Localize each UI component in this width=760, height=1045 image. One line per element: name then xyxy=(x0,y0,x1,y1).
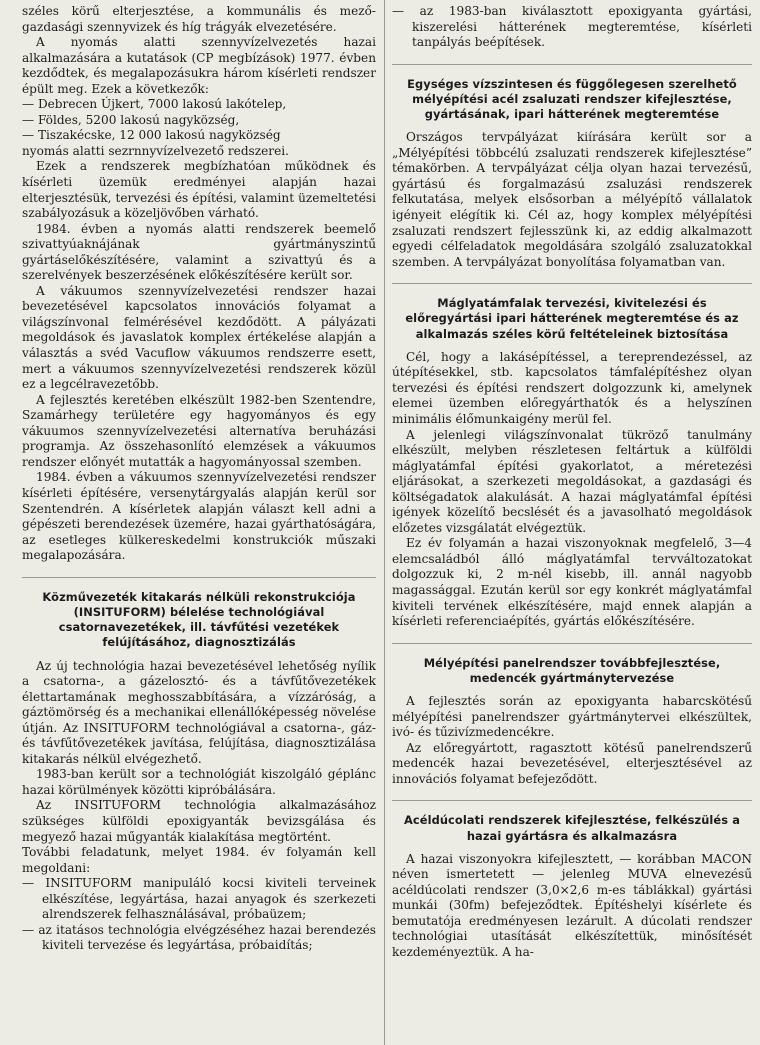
section-heading: Közművezeték kitakarás nélküli rekonstrukciója (INSITUFORM) bélelése technológiával csatornavezetékek, ill. távfűtési vezetékek felújításához, diagnosztizálás xyxy=(42,589,356,650)
paragraph: Ez év folyamán a hazai viszonyoknak megfelelő, 3—4 elemcsaládból álló máglyatámfal tervváltozatokat dolgozzuk ki, 2 m-nél kisebb, ill. annál nagyobb magassággal. Ezután kerül sor egy konkrét máglyatámfal kiviteli tervének elkészítésére, majd ennek alapján a kísérleti referenciaépítés, gyártás előkészítésére. xyxy=(392,536,752,629)
left-column xyxy=(22,4,376,1045)
paragraph: A fejlesztés keretében elkészült 1982-ben Szentendre, Szamárhegy területére egy hagyományos és egy vákuumos szennyvízelvezetési alternatíva beruházási programja. Az összehasonlító elemzések a vákuumos rendszer előnyét mutatták a hagyományossal szemben. xyxy=(22,392,376,469)
paragraph: 1984. évben a nyomás alatti rendszerek beemelő szivattyúaknájának gyártmányszintű gyártáselőkészítésére, valamint a szivattyú és a szerelvények beszerzésének előkészítésére került sor. xyxy=(22,221,376,283)
list-item: — Földes, 5200 lakosú nagyközség, xyxy=(22,112,240,127)
section-divider xyxy=(392,283,752,284)
paragraph: A fejlesztés során az epoxigyanta habarcskötésű mélyépítési panelrendszer gyártmánytervei elkészültek, ivó- és tűzivízmedencékre. xyxy=(392,694,752,740)
list-item: — az 1983-ban kiválasztott epoxigyanta gyártási, kiszerelési hátterének megteremtése, kísérleti tanpályás beépítések. xyxy=(392,4,752,50)
list-item: — Tiszakécske, 12 000 lakosú nagyközség xyxy=(22,128,281,143)
paragraph: További feladatunk, melyet 1984. év folyamán kell megoldani: xyxy=(22,845,376,875)
paragraph: 1984. évben a vákuumos szennyvízelvezetési rendszer kísérleti építésére, versenytárgyalás alapján kerül sor Szentendrén. A kísérletek alapján választ kell adni a gépészeti berendezések üzemére, hazai gyárthatóságára, az esetleges külkereskedelmi konstrukciók műszaki megalapozására. xyxy=(22,470,376,563)
section-divider xyxy=(22,577,376,578)
paragraph: nyomás alatti sezrnnyvízelvezető redszerei. xyxy=(22,143,289,158)
column-divider xyxy=(384,0,385,1045)
paragraph: A vákuumos szennyvízelvezetési rendszer hazai bevezetésével kapcsolatos innovációs folyamat a világszínvonal felmérésével kezdődött. A pályázati megoldások és javaslatok komplex értékelése alapján a választás a svéd Vacuflow vákuumos rendszerre esett, mert a vákuumos szennyvízelvezetési rendszerek közül ez a legcélravezetőbb. xyxy=(22,283,376,392)
paragraph: Az új technológia hazai bevezetésével lehetőség nyílik a csatorna-, a gázelosztó- és a távfűtővezetékek élettartamának meghosszabbítására, a vízzáróság, a gáztömörség és a mechanikai ellenállóképesség növelése útján. Az INSITUFORM technológiával a csatorna-, gáz- és távfűtővezetékek javítása, felújítása, diagnosztizálása kitakarás nélkül elvégezhető. xyxy=(22,658,376,766)
paragraph: A jelenlegi világszínvonalat tükröző tanulmány elkészült, melyben részletesen feltártuk a külföldi máglyatámfal építési gyakorlatot, a méretezési eljárásokat, a szerkezeti megoldásokat, a gazdasági és költségadatok alakulását. A hazai máglyatámfal építési igények közelítő becslését és a javasolható megoldások előzetes vizsgálatát elvégeztük. xyxy=(392,427,752,535)
paragraph: Ezek a rendszerek megbízhatóan működnek és kísérleti üzemük eredményei alapján hazai elterjesztésük, tervezési és építési, valamint üzemeltetési szabályozásuk a közeljövőben várható. xyxy=(22,159,376,221)
section-heading: Máglyatámfalak tervezési, kivitelezési és előregyártási ipari hátterének megteremtése és az alkalmazás széles körű feltételeinek biztosítása xyxy=(405,296,739,341)
paragraph: Országos tervpályázat kiírására került sor a „Mélyépítési többcélú zsaluzati rendszerek kifejlesztése” témakörben. A tervpályázat célja olyan hazai tervezésű, gyártású és forgalmazású zsaluzási rendszerek felkutatása, melyek elsősorban a mélyépítő vállalatok igényeit elégítik ki. Cél az, hogy komplex mélyépítési zsaluzati rendszert fejlesszünk ki, az eddig alkalmazott egyedi célfeladatok megoldására szolgáló zsaluzatokkal szemben. A tervpályázat bonyolítása folyamatban van. xyxy=(392,130,752,269)
list-item: — INSITUFORM manipuláló kocsi kiviteli terveinek elkészítése, legyártása, hazai anyagok és szerkezeti alrendszerek felhasználásával, próbaüzem; xyxy=(22,876,376,922)
paragraph: Cél, hogy a lakásépítéssel, a tereprendezéssel, az útépítésekkel, stb. kapcsolatos támfalépítéshez olyan tervezési és építési rendszert dolgozzunk ki, amelynek elemei üzemben előregyárthatók és a helyszínen minimális élőmunkaigény merül fel. xyxy=(392,349,752,426)
section-heading: Mélyépítési panelrendszer továbbfejlesztése, medencék gyártmánytervezése xyxy=(423,655,721,685)
paragraph: Az előregyártott, ragasztott kötésű panelrendszerű medencék hazai bevezetésével, elterjesztésével az innovációs folyamat befejeződött. xyxy=(392,740,752,786)
section-divider xyxy=(392,643,752,644)
paragraph: A hazai viszonyokra kifejlesztett, — korábban MACON néven ismertetett — jelenleg MUVA elnevezésű acéldúcolati rendszer (3,0×2,6 m-es táblákkal) gyártási munkái (30fm) befejeződtek. Építéshelyi kísérlete és bemutatója eredményesen lezárult. A dúcolati rendszer technológiai utasítását elkészítettük, minősítését kezdeményeztük. A ha- xyxy=(392,851,752,959)
list-item: — az itatásos technológia elvégzéséhez hazai berendezés kiviteli tervezése és legyártása, próbaidítás; xyxy=(22,922,376,953)
section-heading: Egységes vízszintesen és függőlegesen szerelhető mélyépítési acél zsaluzati rendszer kifejlesztése, gyártásának, ipari hátterének megteremtése xyxy=(407,76,737,122)
paragraph: 1983-ban került sor a technológiát kiszolgáló géplánc hazai körülmények közötti kipróbálására. xyxy=(22,767,376,797)
right-column xyxy=(392,4,752,1045)
paragraph: széles körű elterjesztése, a kommunális és mező-gazdasági szennyvizek és híg trágyák elvezetésére. xyxy=(22,4,376,34)
paragraph: Az INSITUFORM technológia alkalmazásához szükséges külföldi epoxigyanták bevizsgálása és megyező hazai műgyanták kialakítása megtörtént. xyxy=(22,798,376,844)
section-heading: Acéldúcolati rendszerek kifejlesztése, felkészülés a hazai gyártásra és alkalmazásra xyxy=(403,813,740,843)
section-divider xyxy=(392,800,752,801)
paragraph: A nyomás alatti szennyvízelvezetés hazai alkalmazására a kutatások (CP megbízások) 1977. évben kezdődtek, és megalapozásukra három kísérleti rendszer épült meg. Ezek a következők: xyxy=(22,35,376,96)
list-item: — Debrecen Újkert, 7000 lakosú lakótelep, xyxy=(22,97,287,112)
section-divider xyxy=(392,64,752,65)
